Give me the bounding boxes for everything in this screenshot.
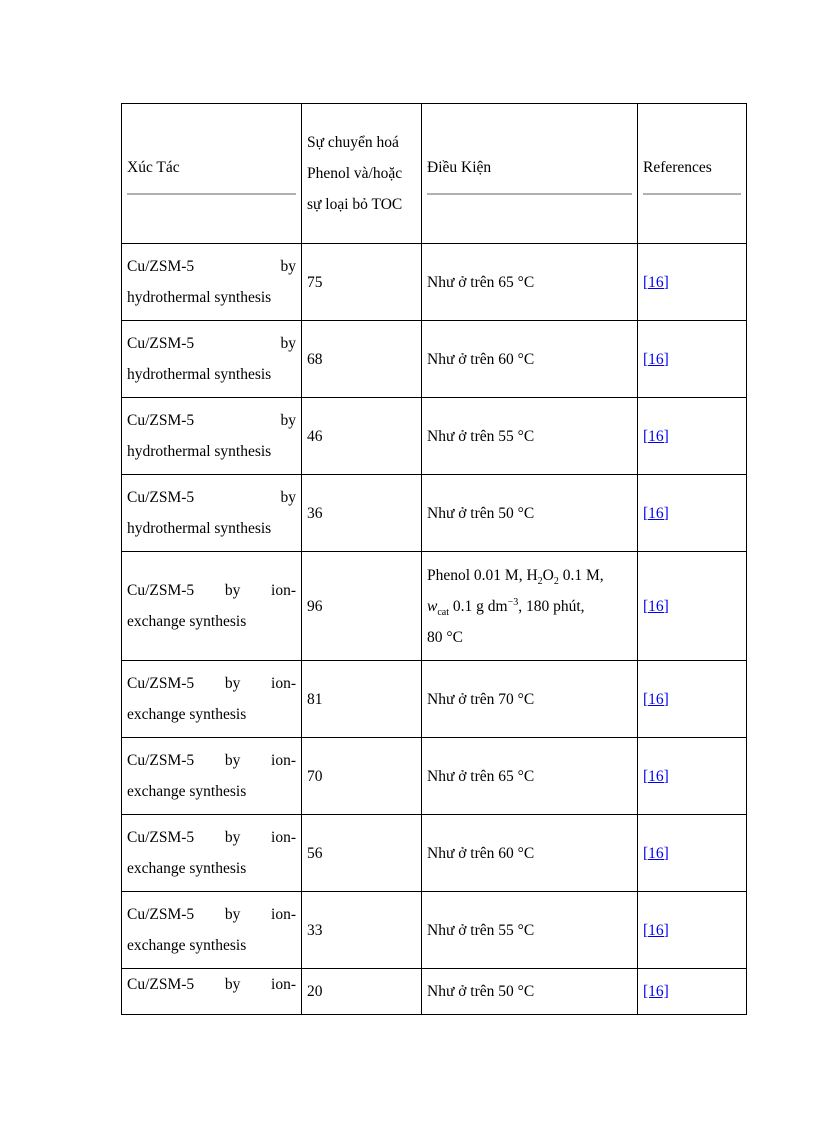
reference-link[interactable]: [16] <box>643 767 669 785</box>
catalyst-cell: Cu/ZSM-5 by hydrothermal synthesis <box>122 321 302 398</box>
table-row <box>122 892 747 969</box>
catalyst-cell: Cu/ZSM-5 by hydrothermal synthesis <box>122 244 302 321</box>
catalyst-cell: Cu/ZSM-5 by ion- exchange synthesis <box>122 815 302 892</box>
table-row <box>122 398 747 475</box>
value-cell: 96 <box>302 552 422 661</box>
value-cell: 56 <box>302 815 422 892</box>
reference-cell <box>638 892 747 969</box>
reference-link[interactable]: [16] <box>643 350 669 368</box>
condition-cell: Như ở trên 50 °C <box>422 969 638 1015</box>
condition-cell: Phenol 0.01 M, $H_2O_2$ 0.1 M, $w_{cat}$ 0.1 g $dm^{-3}$, 180 phút, 80 °C <box>422 552 638 661</box>
catalyst-cell: Cu/ZSM-5 by hydrothermal synthesis <box>122 398 302 475</box>
condition-cell: Như ở trên 65 °C <box>422 738 638 815</box>
value-cell: 33 <box>302 892 422 969</box>
table-row <box>122 815 747 892</box>
value-cell: 81 <box>302 661 422 738</box>
reference-cell <box>638 661 747 738</box>
table-row <box>122 661 747 738</box>
reference-cell <box>638 398 747 475</box>
reference-cell <box>638 244 747 321</box>
catalyst-cell: Cu/ZSM-5 by ion- exchange synthesis <box>122 892 302 969</box>
reference-link[interactable]: [16] <box>643 504 669 522</box>
condition-cell: Như ở trên 55 °C <box>422 892 638 969</box>
value-cell: 20 <box>302 969 422 1015</box>
reference-cell <box>638 815 747 892</box>
results-table <box>121 103 747 1015</box>
reference-cell <box>638 321 747 398</box>
table-row <box>122 738 747 815</box>
header-catalyst: Xúc Tác <box>122 104 302 244</box>
condition-cell: Như ở trên 70 °C <box>422 661 638 738</box>
value-cell: 46 <box>302 398 422 475</box>
table-header-row <box>122 104 747 244</box>
catalyst-cell: Cu/ZSM-5 by ion- exchange synthesis <box>122 738 302 815</box>
condition-cell: Như ở trên 50 °C <box>422 475 638 552</box>
table-row <box>122 475 747 552</box>
reference-link[interactable]: [16] <box>643 597 669 615</box>
value-cell: 36 <box>302 475 422 552</box>
reference-link[interactable]: [16] <box>643 921 669 939</box>
condition-cell: Như ở trên 60 °C <box>422 321 638 398</box>
header-conversion: Sự chuyển hoá Phenol và/hoặc sự loại bỏ TOC <box>302 104 422 244</box>
value-cell: 70 <box>302 738 422 815</box>
reference-cell <box>638 552 747 661</box>
catalyst-cell: Cu/ZSM-5 by ion- <box>122 969 302 1015</box>
reference-cell <box>638 738 747 815</box>
value-cell: 68 <box>302 321 422 398</box>
catalyst-cell: Cu/ZSM-5 by ion- exchange synthesis <box>122 661 302 738</box>
reference-link[interactable]: [16] <box>643 844 669 862</box>
catalyst-cell: Cu/ZSM-5 by ion- exchange synthesis <box>122 552 302 661</box>
condition-cell: Như ở trên 65 °C <box>422 244 638 321</box>
reference-link[interactable]: [16] <box>643 273 669 291</box>
header-references: References <box>638 104 747 244</box>
table-row <box>122 552 747 661</box>
reference-link[interactable]: [16] <box>643 690 669 708</box>
table-row <box>122 321 747 398</box>
reference-link[interactable]: [16] <box>643 983 669 1000</box>
table-row <box>122 969 747 1015</box>
header-conditions: Điều Kiện <box>422 104 638 244</box>
reference-link[interactable]: [16] <box>643 427 669 445</box>
reference-cell <box>638 475 747 552</box>
condition-cell: Như ở trên 60 °C <box>422 815 638 892</box>
condition-cell: Như ở trên 55 °C <box>422 398 638 475</box>
table-row <box>122 244 747 321</box>
reference-cell <box>638 969 747 1015</box>
value-cell: 75 <box>302 244 422 321</box>
catalyst-cell: Cu/ZSM-5 by hydrothermal synthesis <box>122 475 302 552</box>
